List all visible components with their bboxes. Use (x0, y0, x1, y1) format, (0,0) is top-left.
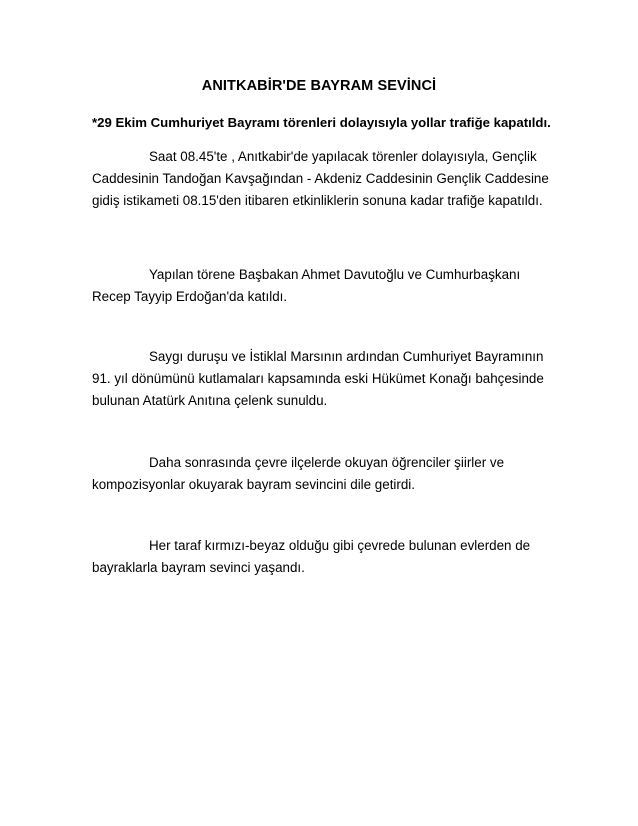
paragraph-flags: Her taraf kırmızı-beyaz olduğu gibi çevrede bulunan evlerden de bayraklarla bayram sevinci yaşandı. (92, 538, 531, 575)
paragraph-attendees: Yapılan törene Başbakan Ahmet Davutoğlu ve Cumhurbaşkanı Recep Tayyip Erdoğan'da katıldı. (92, 267, 521, 304)
paragraph-wreath-ceremony: Saygı duruşu ve İstiklal Marsının ardından Cumhuriyet Bayramının 91. yıl dönümünü kutlamaları kapsamında eski Hükümet Konağı bahçesinde bulunan Atatürk Anıtına çelenk sunuldu. (92, 349, 544, 408)
paragraph-traffic-closure: Saat 08.45'te , Anıtkabir'de yapılacak törenler dolayısıyla, Gençlik Caddesinin Tandoğan Kavşağından - Akdeniz Caddesinin Gençlik Caddesine gidiş istikameti 08.15'den itibaren etkinliklerin sonuna kadar trafiğe kapatıldı. (92, 149, 549, 208)
document-title: ANITKABİR'DE BAYRAM SEVİNCİ (201, 78, 437, 94)
document-subtitle: *29 Ekim Cumhuriyet Bayramı törenleri dolayısıyla yollar trafiğe kapatıldı. (92, 115, 551, 130)
paragraph-student-poems: Daha sonrasında çevre ilçelerde okuyan öğrenciler şiirler ve kompozisyonlar okuyarak bayram sevincini dile getirdi. (92, 455, 505, 492)
